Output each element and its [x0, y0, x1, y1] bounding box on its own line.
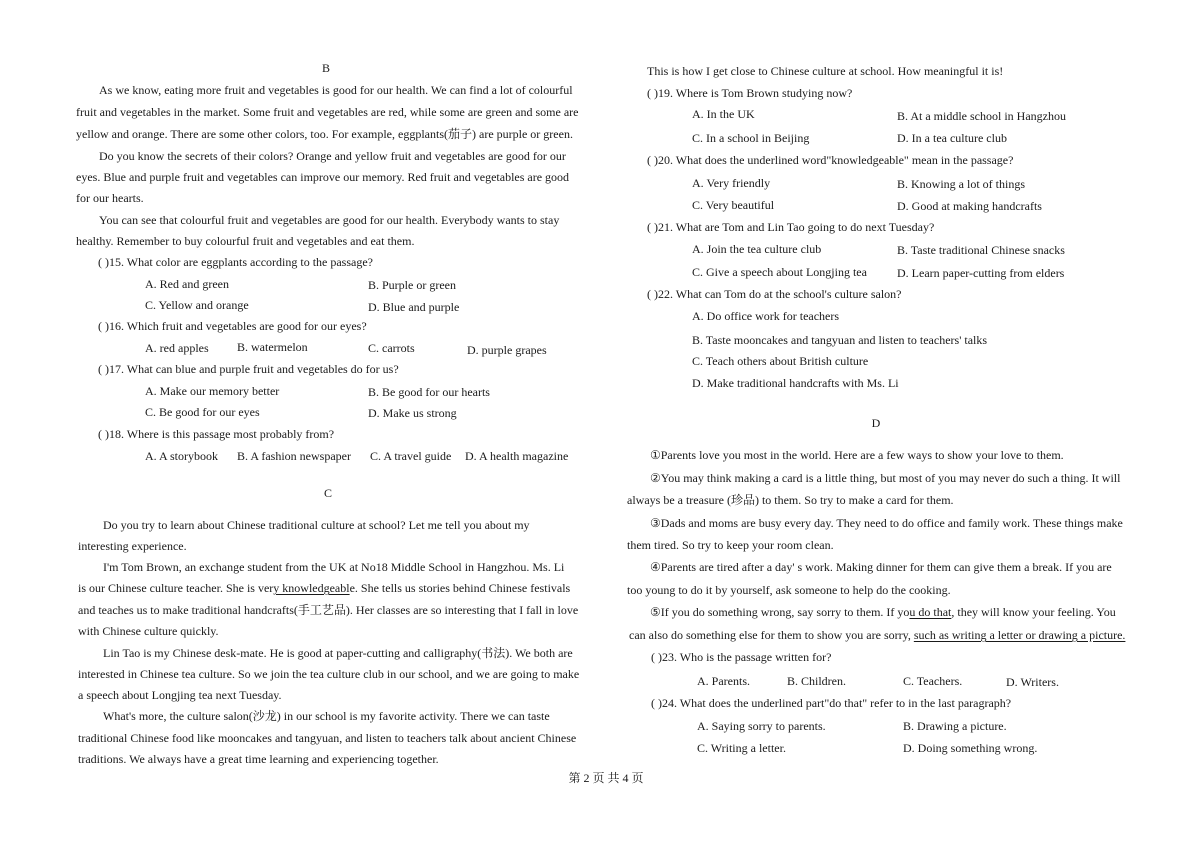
question-15: ( )15. What color are eggplants according to the passage?	[98, 255, 374, 269]
option-18b[interactable]: B. A fashion newspaper	[237, 449, 351, 463]
question-22: ( )22. What can Tom do at the school's culture salon?	[647, 287, 902, 301]
passage-c-text: e. She tells us stories behind Chinese festivals	[349, 581, 571, 595]
passage-d-line: ①Parents love you most in the world. Here are a few ways to show your love to them.	[650, 448, 1064, 462]
question-18: ( )18. Where is this passage most probably from?	[98, 427, 335, 441]
passage-b-line: Do you know the secrets of their colors? Orange and yellow fruit and vegetables are good for our	[99, 149, 566, 163]
option-17a[interactable]: A. Make our memory better	[145, 384, 280, 398]
question-20: ( )20. What does the underlined word"knowledgeable" mean in the passage?	[647, 153, 1014, 167]
passage-b-line: eyes. Blue and purple fruit and vegetables can improve our memory. Red fruit and vegetables are good	[76, 170, 570, 184]
passage-c-line: Lin Tao is my Chinese desk-mate. He is good at paper-cutting and calligraphy(书法). We both are	[103, 646, 573, 660]
passage-c-line: What's more, the culture salon(沙龙) in our school is my favorite activity. There we can taste	[103, 709, 550, 723]
passage-d-text: ⑤If you do something wrong, say sorry to them. If yo	[650, 605, 910, 619]
option-23c[interactable]: C. Teachers.	[903, 674, 963, 688]
option-20b[interactable]: B. Knowing a lot of things	[897, 177, 1025, 191]
passage-d-line: too young to do it by yourself, ask someone to help do the cooking.	[627, 583, 951, 597]
passage-c-line	[78, 581, 570, 595]
option-15c[interactable]: C. Yellow and orange	[145, 298, 249, 312]
passage-d-line	[650, 605, 1116, 619]
option-16c[interactable]: C. carrots	[368, 341, 415, 355]
option-24b[interactable]: B. Drawing a picture.	[903, 719, 1007, 733]
passage-c-line: I'm Tom Brown, an exchange student from the UK at No18 Middle School in Hangzhou. Ms. Li	[103, 560, 565, 574]
passage-c-line: traditions. We always have a great time learning and experiencing together.	[78, 752, 439, 766]
option-21a[interactable]: A. Join the tea culture club	[692, 242, 822, 256]
option-19d[interactable]: D. In a tea culture club	[897, 131, 1007, 145]
option-18d[interactable]: D. A health magazine	[465, 449, 569, 463]
option-17b[interactable]: B. Be good for our hearts	[368, 385, 490, 399]
section-d-heading: D	[871, 416, 881, 430]
option-17c[interactable]: C. Be good for our eyes	[145, 405, 260, 419]
option-16a[interactable]: A. red apples	[145, 341, 209, 355]
passage-c-text: is our Chinese culture teacher. She is ver	[78, 581, 274, 595]
passage-d-line: always be a treasure (珍品) to them. So try to make a card for them.	[627, 493, 954, 507]
passage-c-line: This is how I get close to Chinese culture at school. How meaningful it is!	[647, 64, 1004, 78]
passage-c-line: with Chinese culture quickly.	[78, 624, 219, 638]
question-24: ( )24. What does the underlined part"do that" refer to in the last paragraph?	[651, 696, 1012, 710]
passage-c-line: a speech about Longjing tea next Tuesday.	[78, 688, 282, 702]
option-17d[interactable]: D. Make us strong	[368, 406, 457, 420]
option-15b[interactable]: B. Purple or green	[368, 278, 456, 292]
question-17: ( )17. What can blue and purple fruit and vegetables do for us?	[98, 362, 399, 376]
page-number: 第 2 页 共 4 页	[568, 771, 644, 785]
passage-d-text: can also do something else for them to show you are sorry,	[629, 628, 914, 642]
option-19a[interactable]: A. In the UK	[692, 107, 755, 121]
option-18a[interactable]: A. A storybook	[145, 449, 219, 463]
passage-b-line: healthy. Remember to buy colourful fruit and vegetables and eat them.	[76, 234, 415, 248]
section-b-heading: B	[321, 61, 331, 75]
passage-c-line: interested in Chinese tea culture. So we join the tea culture club in our school, and we are going to make	[78, 667, 580, 681]
option-23b[interactable]: B. Children.	[787, 674, 846, 688]
question-16: ( )16. Which fruit and vegetables are good for our eyes?	[98, 319, 367, 333]
option-20c[interactable]: C. Very beautiful	[692, 198, 775, 212]
passage-c-line: traditional Chinese food like mooncakes and tangyuan, and listen to teachers talk about ancient Chinese	[78, 731, 577, 745]
option-16b[interactable]: B. watermelon	[237, 340, 308, 354]
option-21b[interactable]: B. Taste traditional Chinese snacks	[897, 243, 1065, 257]
question-21: ( )21. What are Tom and Lin Tao going to do next Tuesday?	[647, 220, 935, 234]
option-15d[interactable]: D. Blue and purple	[368, 300, 460, 314]
passage-d-line: ③Dads and moms are busy every day. They need to do office and family work. These things make	[650, 516, 1123, 530]
passage-d-line: ②You may think making a card is a little thing, but most of you may never do such a thing. It will	[650, 471, 1121, 485]
passage-d-line: ④Parents are tired after a day' s work. Making dinner for them can give them a break. If you are	[650, 560, 1112, 574]
option-18c[interactable]: C. A travel guide	[370, 449, 452, 463]
option-24a[interactable]: A. Saying sorry to parents.	[697, 719, 826, 733]
passage-c-line: and teaches us to make traditional handcrafts(手工艺品). Her classes are so interesting that I fall in love	[78, 603, 579, 617]
section-c-heading: C	[323, 486, 333, 500]
option-24d[interactable]: D. Doing something wrong.	[903, 741, 1038, 755]
passage-b-line: fruit and vegetables in the market. Some fruit and vegetables are red, while some are green and some are	[76, 105, 579, 119]
option-15a[interactable]: A. Red and green	[145, 277, 229, 291]
option-20a[interactable]: A. Very friendly	[692, 176, 771, 190]
question-19: ( )19. Where is Tom Brown studying now?	[647, 86, 853, 100]
underlined-do-that: u do that	[909, 605, 952, 619]
option-23a[interactable]: A. Parents.	[697, 674, 750, 688]
option-22c[interactable]: C. Teach others about British culture	[692, 354, 869, 368]
option-24c[interactable]: C. Writing a letter.	[697, 741, 786, 755]
option-20d[interactable]: D. Good at making handcrafts	[897, 199, 1042, 213]
passage-d-line	[629, 628, 1125, 642]
passage-b-line: As we know, eating more fruit and vegetables is good for our health. We can find a lot of colourful	[99, 83, 573, 97]
question-23: ( )23. Who is the passage written for?	[651, 650, 832, 664]
option-16d[interactable]: D. purple grapes	[467, 343, 547, 357]
option-19c[interactable]: C. In a school in Beijing	[692, 131, 810, 145]
option-21d[interactable]: D. Learn paper-cutting from elders	[897, 266, 1065, 280]
passage-c-line: interesting experience.	[78, 539, 187, 553]
passage-b-line: for our hearts.	[76, 191, 144, 205]
option-19b[interactable]: B. At a middle school in Hangzhou	[897, 109, 1066, 123]
passage-d-text: , they will know your feeling. You	[951, 605, 1116, 619]
option-22a[interactable]: A. Do office work for teachers	[692, 309, 840, 323]
underlined-such-as: such as writing a letter or drawing a picture.	[913, 628, 1126, 642]
option-21c[interactable]: C. Give a speech about Longjing tea	[692, 265, 867, 279]
passage-c-line: Do you try to learn about Chinese traditional culture at school? Let me tell you about my	[103, 518, 530, 532]
option-22d[interactable]: D. Make traditional handcrafts with Ms. Li	[692, 376, 899, 390]
passage-b-line: yellow and orange. There are some other colors, too. For example, eggplants(茄子) are purple or green.	[76, 127, 573, 141]
option-23d[interactable]: D. Writers.	[1006, 675, 1059, 689]
option-22b[interactable]: B. Taste mooncakes and tangyuan and listen to teachers' talks	[692, 333, 988, 347]
passage-b-line: You can see that colourful fruit and vegetables are good for our health. Everybody wants to stay	[99, 213, 560, 227]
passage-d-line: them tired. So try to keep your room clean.	[627, 538, 834, 552]
underlined-knowledgeable: y knowledgeabl	[273, 581, 350, 595]
